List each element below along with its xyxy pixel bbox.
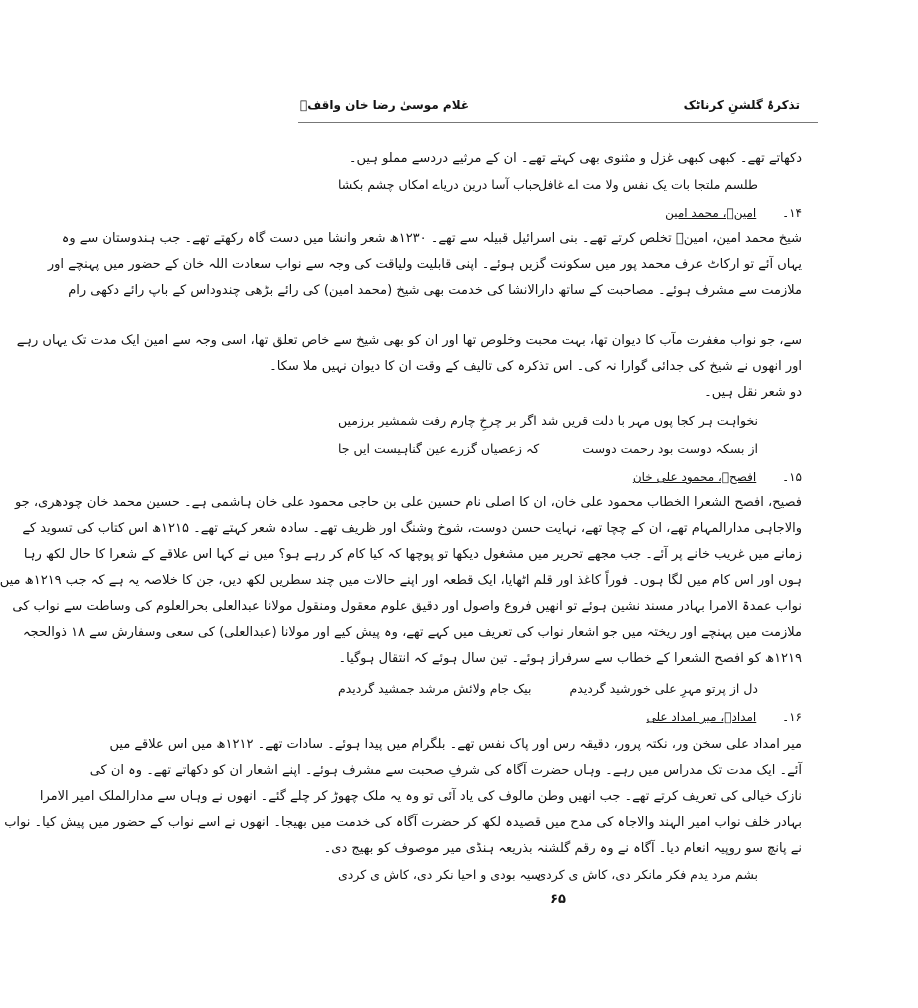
verse-hemistich-first: طلسم ملتجا بات یک نفس ولا مت اے غافل: [537, 177, 758, 192]
entry-heading-14: [665, 204, 802, 222]
page-number: ۶۵: [550, 892, 566, 907]
entry-number: ۱۶۔: [782, 710, 802, 724]
entry-number: ۱۴۔: [782, 206, 802, 220]
text-line: نازک خیالی کی تعریف کرتے تھے۔ جب انھیں وطن مالوف کی یاد آئی تو وہ یہ ملک چھوڑ کر چلے گئے۔ انھوں نے وہاں سے مدارالملک امیر الامرا: [39, 789, 802, 804]
entry-title: افصحؔ، محمود علی خان: [632, 470, 757, 484]
entry-number: ۱۵۔: [782, 470, 802, 484]
text-line: اور انھوں نے شیخ کی جدائی گوارا نہ کی۔ اس تذکرہ کی تالیف کے وقت ان کا دیوان نہیں ملا سکا۔: [269, 359, 802, 374]
verse-hemistich-first: بشم مرد یدم فکر مانکر دی، کاش ی کردی: [536, 867, 758, 882]
verse-hemistich-first: از بسکہ دوست بود رحمت دوست: [582, 441, 758, 456]
text-line: ملازمت میں پہنچے اور ریختہ میں جو اشعار نواب کی تعریف میں کہے تھے، وہ پیش کیے اور مولانا (عبدالعلی) کی سعی وسفارش سے ۱۸ ذوالحجہ: [22, 625, 802, 640]
text-line: دو شعر نقل ہیں۔: [704, 385, 802, 400]
text-line: نے پانچ سو روپیہ انعام دیا۔ آگاہ نے وہ رقم گلشنہ بذریعہ ہنڈی میر موصوف کو بھیج دی۔: [323, 841, 802, 856]
verse-hemistich-second: سیہ بودی و احیا نکر دی، کاش ی کردی: [338, 867, 542, 882]
verse-hemistich-first: نخواہت ہر کجا پوں مہر با دلت قریں شد: [541, 413, 758, 428]
text-line: نواب عمدۃ الامرا بہادر مسند نشین ہوئے تو انھیں فروع واصول اور دقیق علوم معقول ومنقول مولانا عبدالعلی بحرالعلوم کی وساطت سے نواب کی: [12, 599, 802, 614]
verse-hemistich-second: بیک جام ولائش مرشد جمشید گردیدم: [338, 681, 532, 696]
text-line: فصیح، افصح الشعرا الخطاب محمود علی خان، ان کا اصلی نام حسین علی بن حاجی محمود علی خان ہاشمی ہے۔ حسین محمد خان چودھری، جو: [14, 495, 802, 510]
entry-heading-15: [633, 468, 802, 486]
entry-title: امینؔ، محمد امین: [665, 206, 757, 220]
text-line: والاجاہی مدارالمہام تھے، ان کے چچا تھے، نہایت حسن دوست، شوخ وشنگ اور ظریف تھے۔ سادہ شعر کہتے تھے۔ ۱۲۱۵ھ اس کتاب کی تسوید کے: [22, 521, 802, 536]
text-line: آئے۔ ایک مدت تک مدراس میں رہے۔ وہاں حضرت آگاہ کی شرفِ صحبت سے مشرف ہوئے۔ اپنے اشعار ان کو دکھاتے تھے۔ وہ ان کی: [89, 763, 802, 778]
text-line: ۱۲۱۹ھ کو افصح الشعرا کے خطاب سے سرفراز ہوئے۔ تین سال ہوئے کہ انتقال ہوگیا۔: [338, 651, 802, 666]
verse-hemistich-first: دل از پرتو مہرِ علی خورشید گردیدم: [569, 681, 758, 696]
text-line: شیخ محمد امین، امینؔ تخلص کرتے تھے۔ بنی اسرائیل قبیلہ سے تھے۔ ۱۲۳۰ھ شعر وانشا میں دست گاہ رکھتے تھے۔ جب ہندوستان سے وہ: [61, 231, 802, 246]
verse-hemistich-second: کہ زعصیاں گزرے عین گناہیست ایں جا: [338, 441, 540, 456]
text-line: زمانے میں غریب خانے پر آئے۔ جب مجھے تحریر میں مشغول دیکھا تو پوچھا کہ کیا کام کر رہے ہو؟ میں نے کہا اس علاقے کے شعرا کا حال لکھ رہا: [23, 547, 802, 562]
text-line: ملازمت سے مشرف ہوئے۔ مصاحبت کے ساتھ دارالانشا کی خدمت بھی شیخ (محمد امین) کی رائے بڑھی چندوداس کے باپ رائے دکھی رام: [68, 283, 802, 298]
text-line: میر امداد علی سخن ور، نکتہ پرور، دقیقہ رس اور پاک نفس تھے۔ بلگرام میں پیدا ہوئے۔ سادات تھے۔ ۱۲۱۲ھ میں اس علاقے میں: [109, 737, 802, 752]
verse-hemistich-second: اگر بر چرخِ چارم رفت شمشیر برزمیں: [338, 413, 537, 428]
text-line: یہاں آئے تو ارکاٹ عرف محمد پور میں سکونت گزیں ہوئے۔ اپنی قابلیت ولیاقت کی وجہ سے نواب سعادت اللہ خان کے حضور میں پہنچے اور: [47, 257, 802, 272]
entry-title: امدادؔ، میر امداد علی: [646, 710, 757, 724]
running-header-author: غلام موسیٰ رضا خان واقفؔ: [300, 98, 470, 112]
entry-heading-16: [646, 708, 802, 726]
text-line: ہوں اور اس کام میں لگا ہوں۔ فوراً کاغذ اور قلم اٹھایا، ایک قطعہ اور اپنے حالات میں چند سطریں لکھ دیں، جن کا خلاصہ یہ ہے کہ جب ۱۲۱۹ھ میں: [0, 573, 802, 588]
header-divider: [298, 122, 818, 123]
verse-hemistich-second: حباب آسا درین دریاے امکاں چشم بکشا: [338, 177, 541, 192]
text-line: بہادر خلف نواب امیر الہند والاجاہ کی مدح میں قصیدہ لکھ کر حضرت آگاہ کی خدمت میں بھیجا۔ انھوں نے اسے نواب کے حضور میں پیش کیا۔ نواب: [4, 815, 802, 830]
running-header-book-title: تذکرۂ گلشنِ کرناٹک: [683, 98, 800, 112]
text-line: سے، جو نواب مغفرت مآب کا دیوان تھا، بہت محبت وخلوص تھا اور ان کو بھی شیخ سے خاص تعلق تھا، اسی وجہ سے امین ایک مدت تک یہاں رہے: [16, 333, 802, 348]
text-line: دکھاتے تھے۔ کبھی کبھی غزل و مثنوی بھی کہتے تھے۔ ان کے مرثیے دردسے مملو ہیں۔: [348, 151, 802, 166]
